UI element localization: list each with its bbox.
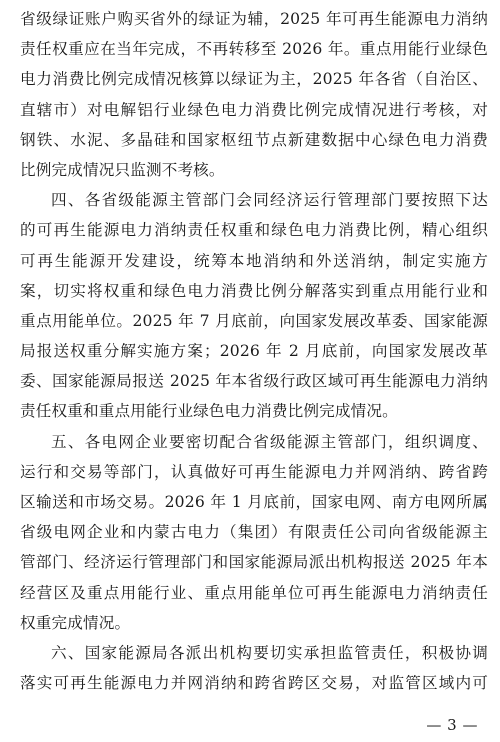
text-line: 委、国家能源局报送 2025 年本省级行政区域可再生能源电力消纳 <box>20 372 488 391</box>
text-line: 责任权重应在当年完成，不再转移至 2026 年。重点用能行业绿色 <box>20 40 488 59</box>
paragraph-start-line: 五、各电网企业要密切配合省级能源主管部门，组织调度、 <box>51 432 488 451</box>
text-line: 的可再生能源电力消纳责任权重和绿色电力消费比例，精心组织 <box>20 221 488 240</box>
text-line: 经营区及重点用能行业、重点用能单位可再生能源电力消纳责任 <box>20 583 488 602</box>
text-line: 管部门、经济运行管理部门和国家能源局派出机构报送 2025 年本 <box>20 553 488 572</box>
body-text <box>20 4 488 698</box>
paragraph-start-line: 四、各省级能源主管部门会同经济运行管理部门要按照下达 <box>51 191 488 210</box>
text-line: 直辖市）对电解铝行业绿色电力消费比例完成情况进行考核，对 <box>20 100 488 119</box>
text-line: 局报送权重分解实施方案；2026 年 2 月底前，向国家发展改革 <box>20 342 488 361</box>
text-line: 重点用能单位。2025 年 7 月底前，向国家发展改革委、国家能源 <box>20 311 488 330</box>
paragraph-start-line: 六、国家能源局各派出机构要切实承担监管责任，积极协调 <box>51 643 488 662</box>
text-line: 案，切实将权重和绿色电力消费比例分解落实到重点用能行业和 <box>20 281 488 300</box>
text-line: 比例完成情况只监测不考核。 <box>20 160 225 179</box>
page-number: — 3 — <box>426 716 478 734</box>
text-line: 区输送和市场交易。2026 年 1 月底前，国家电网、南方电网所属 <box>20 493 488 511</box>
text-line: 省级电网企业和内蒙古电力（集团）有限责任公司向省级能源主 <box>20 523 488 542</box>
text-line: 权重完成情况。 <box>20 613 131 632</box>
text-line: 运行和交易等部门，认真做好可再生能源电力并网消纳、跨省跨 <box>20 462 488 481</box>
text-line: 可再生能源开发建设，统筹本地消纳和外送消纳，制定实施方 <box>20 251 488 270</box>
text-line: 责任权重和重点用能行业绿色电力消费比例完成情况。 <box>20 402 398 421</box>
text-line: 省级绿证账户购买省外的绿证为辅，2025 年可再生能源电力消纳 <box>20 10 488 28</box>
text-line: 电力消费比例完成情况核算以绿证为主，2025 年各省（自治区、 <box>20 70 488 89</box>
text-line: 钢铁、水泥、多晶硅和国家枢纽节点新建数据中心绿色电力消费 <box>20 130 488 149</box>
text-line: 落实可再生能源电力并网消纳和跨省跨区交易，对监管区域内可 <box>20 674 488 693</box>
